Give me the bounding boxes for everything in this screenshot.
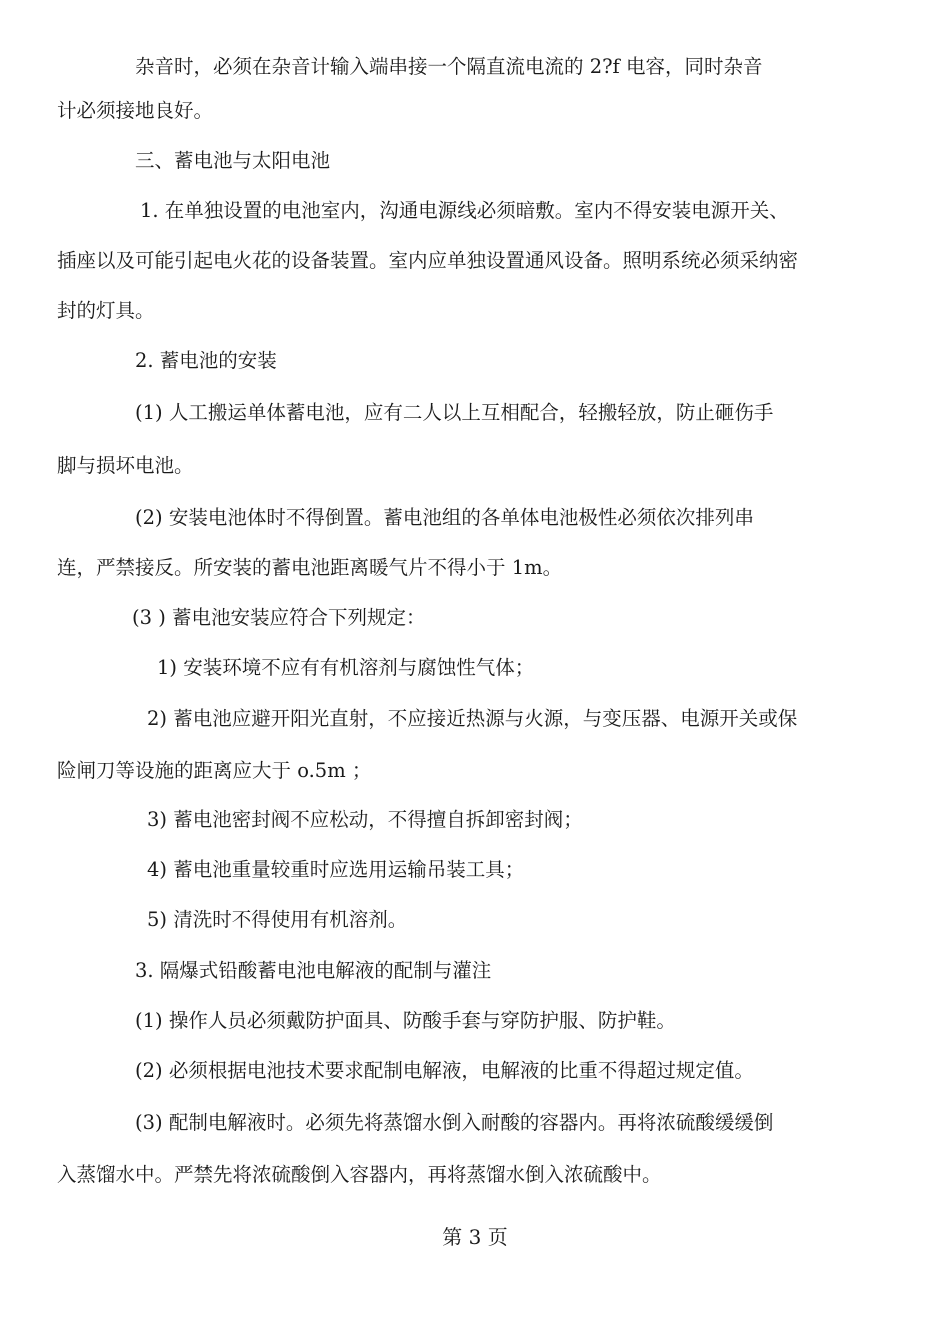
text-line: (1) 人工搬运单体蓄电池，应有二人以上互相配合，轻搬轻放，防止砸伤手: [135, 401, 774, 424]
text-line: 杂音时，必须在杂音计输入端串接一个隔直流电流的 2?f 电容，同时杂音: [135, 55, 763, 78]
text-line: 1. 在单独设置的电池室内，沟通电源线必须暗敷。室内不得安装电源开关、: [140, 199, 789, 222]
text-line: (2) 安装电池体时不得倒置。蓄电池组的各单体电池极性必须依次排列串: [135, 506, 754, 529]
list-item: 5) 清洗时不得使用有机溶剂。: [147, 908, 408, 931]
subsection-heading: 2. 蓄电池的安装: [135, 349, 277, 372]
text-line: (2) 必须根据电池技术要求配制电解液，电解液的比重不得超过规定值。: [135, 1059, 754, 1082]
text-line: (3 ) 蓄电池安装应符合下列规定：: [132, 606, 426, 629]
page-number: 第 3 页: [442, 1225, 508, 1249]
list-item: 1) 安装环境不应有有机溶剂与腐蚀性气体；: [157, 656, 535, 679]
text-line: 计必须接地良好。: [57, 99, 214, 122]
subsection-heading: 3. 隔爆式铅酸蓄电池电解液的配制与灌注: [135, 959, 492, 982]
list-item: 3) 蓄电池密封阀不应松动，不得擅自拆卸密封阀；: [147, 808, 583, 831]
text-line: 险闸刀等设施的距离应大于 o.5m ；: [57, 759, 372, 782]
text-line: 入蒸馏水中。严禁先将浓硫酸倒入容器内，再将蒸馏水倒入浓硫酸中。: [57, 1163, 662, 1186]
text-line: 插座以及可能引起电火花的设备装置。室内应单独设置通风设备。照明系统必须采纳密: [57, 249, 799, 272]
text-line: (3) 配制电解液时。必须先将蒸馏水倒入耐酸的容器内。再将浓硫酸缓缓倒: [135, 1111, 774, 1134]
text-line: 连，严禁接反。所安装的蓄电池距离暖气片不得小于 1m。: [57, 556, 563, 579]
text-line: (1) 操作人员必须戴防护面具、防酸手套与穿防护服、防护鞋。: [135, 1009, 676, 1032]
list-item: 4) 蓄电池重量较重时应选用运输吊装工具；: [147, 858, 525, 881]
section-heading: 三、蓄电池与太阳电池: [135, 149, 331, 172]
list-item: 2) 蓄电池应避开阳光直射，不应接近热源与火源，与变压器、电源开关或保: [147, 707, 798, 730]
text-line: 封的灯具。: [57, 299, 155, 322]
text-line: 脚与损坏电池。: [57, 454, 194, 477]
